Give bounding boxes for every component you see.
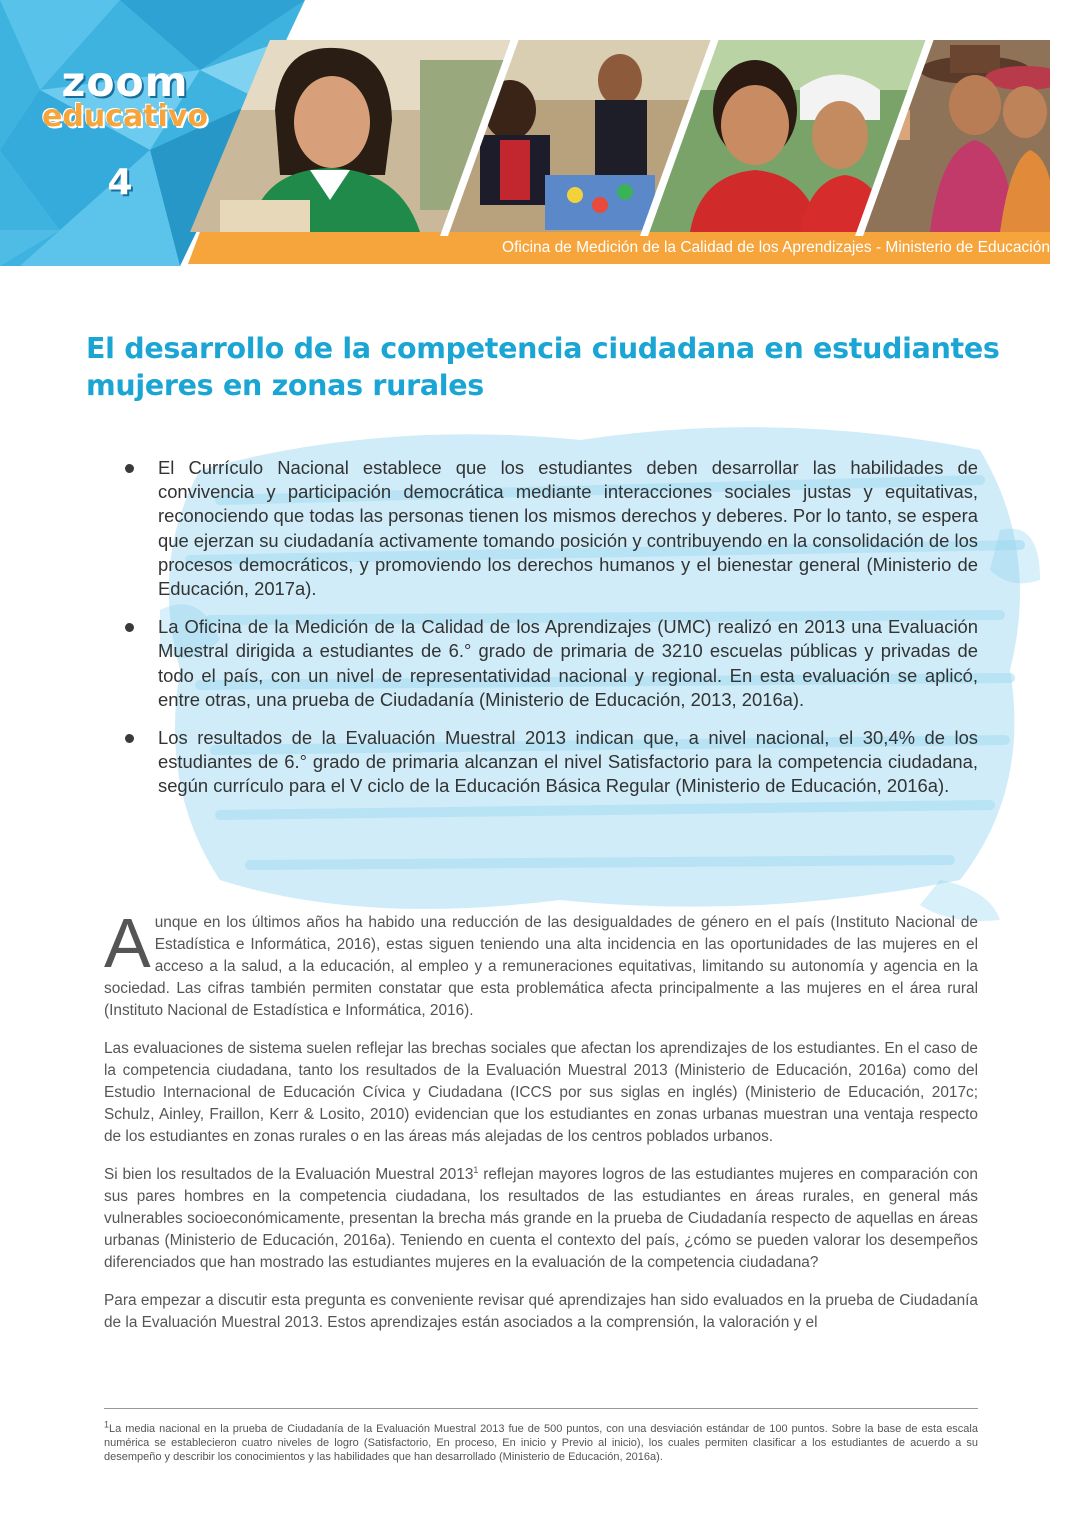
footnote-marker: 1: [104, 1419, 110, 1430]
key-point-text: Los resultados de la Evaluación Muestral 2013 indican que, a nivel nacional, el 30,4% de los estudiantes de 6.° grado de primaria alcanzan el nivel Satisfactorio para la competencia ciudadana, según currículo para el V ciclo de la Educación Básica Regular (Ministerio de Educación, 2016a).: [158, 727, 978, 797]
footnote-text: La media nacional en la prueba de Ciudadanía de la Evaluación Muestral 2013 fue de 500 puntos, con una desviación estándar de 100 puntos. Sobre la base de esta escala numérica se establecieron cuatro niveles de logro (Satisfactorio, En proceso, En inicio y Previo al inicio), los cuales permiten clasificar a los estudiantes de acuerdo a su desempeño y describir los conocimientos y las habilidades que han desarrollado (Ministerio de Educación, 2016a).: [104, 1423, 978, 1463]
key-point-text: La Oficina de la Medición de la Calidad de los Aprendizajes (UMC) realizó en 2013 una Evaluación Muestral dirigida a estudiantes de 6.° grado de primaria de 3210 escuelas públicas y privadas de todo el país, con un nivel de representatividad nacional y regional. En esta evaluación se aplicó, entre otras, una prueba de Ciudadanía (Ministerio de Educación, 2013, 2016a).: [158, 616, 978, 710]
header-caption: Oficina de Medición de la Calidad de los Aprendizajes - Ministerio de Educación: [502, 239, 1050, 256]
body-paragraph-3-rest: reflejan mayores logros de las estudiantes mujeres en comparación con sus pares hombres en la competencia ciudadana, los resultados de las estudiantes en áreas rurales, en general más vulnerables socioeconómicamente, presentan la brecha más grande en la prueba de Ciudadanía respecto de aquellas en áreas urbanas (Ministerio de Educación, 2016a). Teniendo en cuenta el contexto del país, ¿cómo se pueden valorar los desempeños diferenciados que han mostrado las estudiantes mujeres en la evaluación de la competencia ciudadana?: [104, 1166, 978, 1271]
body-paragraph-3-start: Si bien los resultados de la Evaluación Muestral 2013: [104, 1166, 474, 1183]
drop-cap: A: [104, 904, 151, 982]
body-paragraph-1-text: unque en los últimos años ha habido una reducción de las desigualdades de género en el país (Instituto Nacional de Estadística e Informática, 2016), estas siguen teniendo una alta incidencia en las oportunidades de las mujeres en el acceso a la salud, a la educación, al empleo y a remuneraciones equitativas, limitando su autonomía y agencia en la sociedad. Las cifras también permiten constatar que esta problemática afecta principalmente a las mujeres en el área rural (Instituto Nacional de Estadística e Informática, 2016).: [104, 914, 978, 1019]
body-paragraph-4: Para empezar a discutir esta pregunta es conveniente revisar qué aprendizajes han sido evaluados en la prueba de Ciudadanía de la Evaluación Muestral 2013. Estos aprendizajes están asociados a la comprensión, la valoración y el: [104, 1292, 978, 1331]
article-body: [104, 904, 978, 1350]
brand-logo-line2: educativo: [42, 99, 208, 134]
body-paragraph-1: [104, 904, 978, 1022]
footnote: [104, 1419, 978, 1464]
bullet-dot-icon: [125, 734, 134, 743]
page-header: [0, 0, 1080, 266]
key-point-item: [122, 615, 978, 712]
bullet-dot-icon: [125, 464, 134, 473]
key-points-list: [122, 456, 978, 813]
key-point-text: El Currículo Nacional establece que los estudiantes deben desarrollar las habilidades de convivencia y participación democrática mediante interacciones sociales justas y equitativas, reconociendo que todas las personas tienen los mismos derechos y deberes. Por lo tanto, se espera que ejerzan su ciudadanía activamente tomando posición y contribuyendo en la consolidación de los procesos democráticos, y promoviendo los derechos humanos y el bienestar general (Ministerio de Educación, 2017a).: [158, 457, 978, 600]
page-title: El desarrollo de la competencia ciudadana en estudiantes mujeres en zonas rurales: [86, 332, 1000, 402]
footnote-reference[interactable]: 1: [473, 1164, 479, 1175]
brand-logo-line1: zoom: [61, 58, 189, 106]
bullet-dot-icon: [125, 623, 134, 632]
footnote-divider: [104, 1408, 978, 1409]
key-point-item: [122, 726, 978, 799]
key-point-item: [122, 456, 978, 601]
body-paragraph-3: [104, 1164, 978, 1274]
body-paragraph-2: Las evaluaciones de sistema suelen reflejar las brechas sociales que afectan los aprendizajes de los estudiantes. En el caso de la competencia ciudadana, tanto los resultados de la Evaluación Muestral 2013 (Ministerio de Educación, 2016a) como del Estudio Internacional de Educación Cívica y Ciudadana (ICCS por sus siglas en inglés) (Ministerio de Educación, 2017c; Schulz, Ainley, Fraillon, Kerr & Losito, 2010) evidencian que los estudiantes en zonas urbanas muestran una ventaja respecto de los estudiantes en zonas rurales o en las áreas más alejadas de los centros poblados urbanos.: [104, 1040, 978, 1145]
brand-logo: [30, 58, 220, 134]
issue-number: 4: [107, 162, 133, 203]
